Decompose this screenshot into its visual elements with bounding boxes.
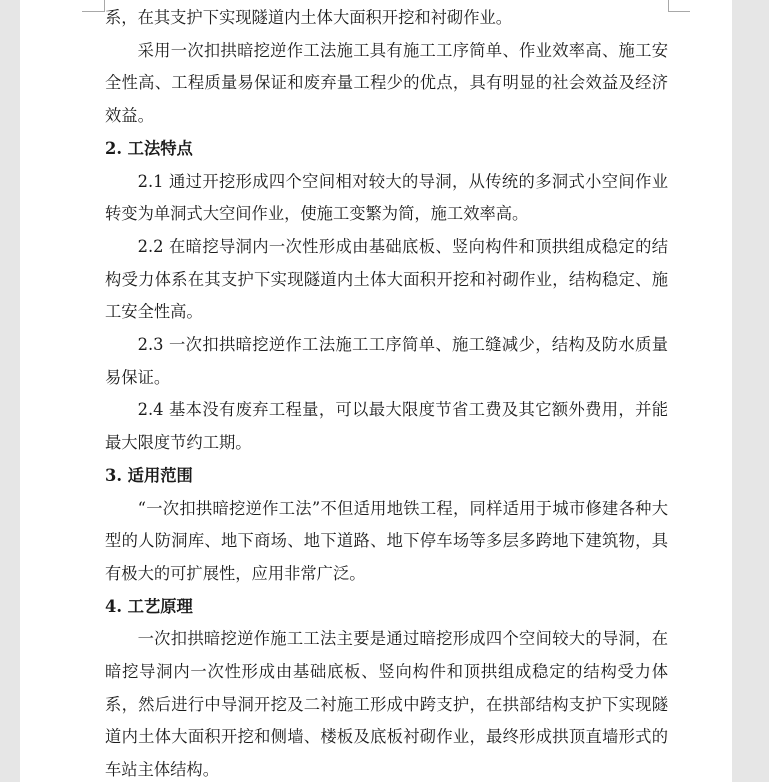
section-heading-scope: 3. 适用范围: [105, 465, 193, 485]
body-paragraph: 2.3 一次扣拱暗挖逆作工法施工工序简单、施工缝减少，结构及防水质量易保证。: [105, 335, 668, 387]
body-paragraph: 一次扣拱暗挖逆作施工工法主要是通过暗挖形成四个空间较大的导洞，在暗挖导洞内一次性形成由基础底板、竖向构件和顶拱组成稳定的结构受力体系，然后进行中导洞开挖及二衬施工形成中跨支护，在拱部结构支护下实现隧道内土体大面积开挖和侧墙、楼板及底板衬砌作业，最终形成拱顶直墙形式的车站主体结构。: [105, 629, 668, 780]
section-heading-features: 2. 工法特点: [105, 138, 193, 158]
body-paragraph: “一次扣拱暗挖逆作工法”不但适用地铁工程，同样适用于城市修建各种大型的人防洞库、地下商场、地下道路、地下停车场等多层多跨地下建筑物，具有极大的可扩展性，应用非常广泛。: [105, 498, 668, 583]
body-paragraph: 2.2 在暗挖导洞内一次性形成由基础底板、竖向构件和顶拱组成稳定的结构受力体系在其支护下实现隧道内土体大面积开挖和衬砌作业，结构稳定、施工安全性高。: [105, 236, 668, 322]
document-body: [105, 2, 668, 782]
vertical-scrollbar[interactable]: [751, 0, 769, 782]
section-heading-principle: 4. 工艺原理: [105, 596, 193, 616]
body-paragraph: 系，在其支护下实现隧道内土体大面积开挖和衬砌作业。: [105, 8, 513, 27]
body-paragraph: 采用一次扣拱暗挖逆作工法施工具有施工工序简单、作业效率高、施工安全性高、工程质量易保证和废弃量工程少的优点，具有明显的社会效益及经济效益。: [105, 40, 668, 126]
body-paragraph: 2.4 基本没有废弃工程量，可以最大限度节省工费及其它额外费用，并能最大限度节约工期。: [105, 400, 668, 453]
body-paragraph: 2.1 通过开挖形成四个空间相对较大的导洞，从传统的多洞式小空间作业转变为单洞式大空间作业，使施工变繁为简，施工效率高。: [105, 171, 668, 224]
margin-corner-mark-right: [668, 0, 690, 12]
document-page: [20, 0, 732, 782]
margin-corner-mark-left: [82, 0, 105, 12]
